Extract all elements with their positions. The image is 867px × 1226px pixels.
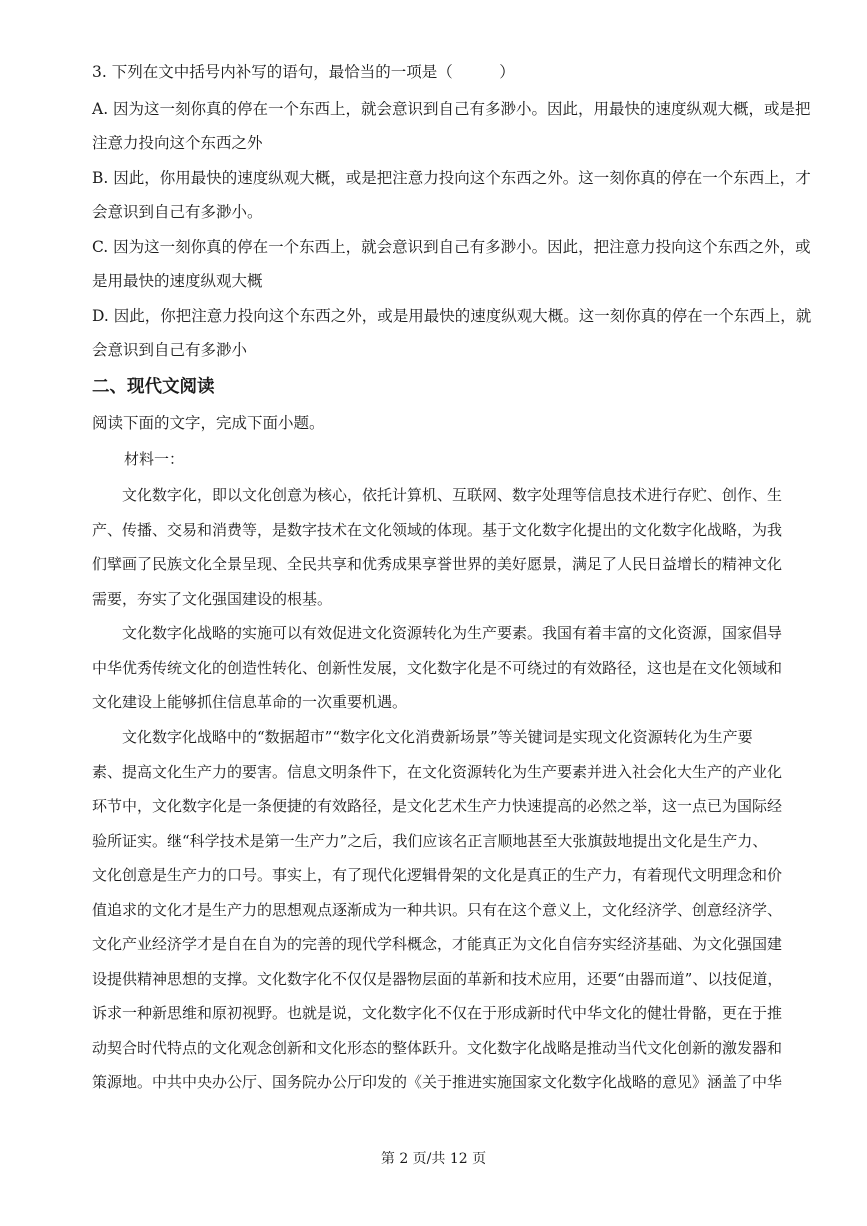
option-b	[92, 161, 812, 229]
paragraph-line: 文化创意是生产力的口号。事实上，有了现代化逻辑骨架的文化是真正的生产力，有着现代文明理念和价	[92, 866, 783, 884]
option-a	[92, 92, 812, 160]
option-c-line-2: 是用最快的速度纵观大概	[92, 272, 263, 290]
option-d-line-2: 会意识到自己有多渺小	[92, 341, 248, 359]
option-d	[92, 299, 812, 367]
paragraph-line: 值追求的文化才是生产力的思想观点逐渐成为一种共识。只有在这个意义上，文化经济学、创意经济学、	[92, 900, 783, 919]
paragraph-3	[92, 720, 812, 1100]
question-stem: 3. 下列在文中括号内补写的语句，最恰当的一项是（ ）	[92, 63, 515, 81]
paragraph-line: 产、传播、交易和消费等，是数字技术在文化领域的体现。基于文化数字化提出的文化数字化战略，为我	[92, 520, 783, 539]
paragraph-line: 需要，夯实了文化强国建设的根基。	[92, 589, 333, 608]
paragraph-line: 环节中，文化数字化是一条便捷的有效路径，是文化艺术生产力快速提高的必然之举，这一点已为国际经	[92, 797, 783, 815]
paragraph-line: 文化数字化战略的实施可以有效促进文化资源转化为生产要素。我国有着丰富的文化资源，国家倡导	[92, 624, 783, 642]
paragraph-line: 文化数字化战略中的“数据超市”“数字化文化消费新场景”等关键词是实现文化资源转化为生产要	[92, 728, 753, 746]
paragraph-line: 动契合时代特点的文化观念创新和文化形态的整体跃升。文化数字化战略是推动当代文化创新的激发器和	[92, 1038, 783, 1057]
paragraph-line: 文化建设上能够抓住信息革命的一次重要机遇。	[92, 693, 408, 711]
page-footer: 第 2 页/共 12 页	[380, 1151, 487, 1167]
paragraph-line: 诉求一种新思维和原初视野。也就是说，文化数字化不仅在于形成新时代中华文化的健壮骨骼，更在于推	[92, 1004, 783, 1022]
paragraph-line: 们擘画了民族文化全景呈现、全民共享和优秀成果享誉世界的美好愿景，满足了人民日益增长的精神文化	[92, 555, 783, 573]
paragraph-line: 验所证实。继“科学技术是第一生产力”之后，我们应该名正言顺地甚至大张旗鼓地提出文化是生产力、	[92, 831, 768, 850]
section-title: 二、现代文阅读	[92, 377, 215, 397]
option-c	[92, 230, 812, 298]
paragraph-1	[92, 478, 812, 616]
option-a-line-1: A. 因为这一刻你真的停在一个东西上，就会意识到自己有多渺小。因此，用最快的速度纵观大概，或是把	[92, 100, 811, 118]
option-c-line-1: C. 因为这一刻你真的停在一个东西上，就会意识到自己有多渺小。因此，把注意力投向这个东西之外，或	[92, 238, 811, 256]
paragraph-line: 素、提高文化生产力的要害。信息文明条件下，在文化资源转化为生产要素并进入社会化大生产的产业化	[92, 762, 783, 781]
option-d-line-1: D. 因此，你把注意力投向这个东西之外，或是用最快的速度纵观大概。这一刻你真的停在一个东西上，就	[92, 307, 812, 325]
paragraph-line: 设提供精神思想的支撑。文化数字化不仅仅是器物层面的革新和技术应用，还要“由器而道”、以技促道，	[92, 969, 783, 988]
paragraph-line: 策源地。中共中央办公厅、国务院办公厅印发的《关于推进实施国家文化数字化战略的意见》涵盖了中华	[92, 1073, 783, 1091]
paragraph-2	[92, 616, 812, 720]
paragraph-line: 中华优秀传统文化的创造性转化、创新性发展，文化数字化是不可绕过的有效路径，这也是在文化领域和	[92, 658, 783, 677]
option-a-line-2: 注意力投向这个东西之外	[92, 134, 263, 152]
paragraph-line: 文化数字化，即以文化创意为核心，依托计算机、互联网、数字处理等信息技术进行存贮、创作、生	[92, 486, 783, 504]
option-b-line-2: 会意识到自己有多渺小。	[92, 203, 263, 221]
option-b-line-1: B. 因此，你用最快的速度纵观大概，或是把注意力投向这个东西之外。这一刻你真的停在一个东西上，才	[92, 169, 811, 187]
paragraph-line: 文化产业经济学才是自在自为的完善的现代学科概念，才能真正为文化自信夯实经济基础、为文化强国建	[92, 935, 783, 953]
material-label: 材料一：	[124, 450, 185, 468]
section-intro: 阅读下面的文字，完成下面小题。	[92, 414, 325, 432]
